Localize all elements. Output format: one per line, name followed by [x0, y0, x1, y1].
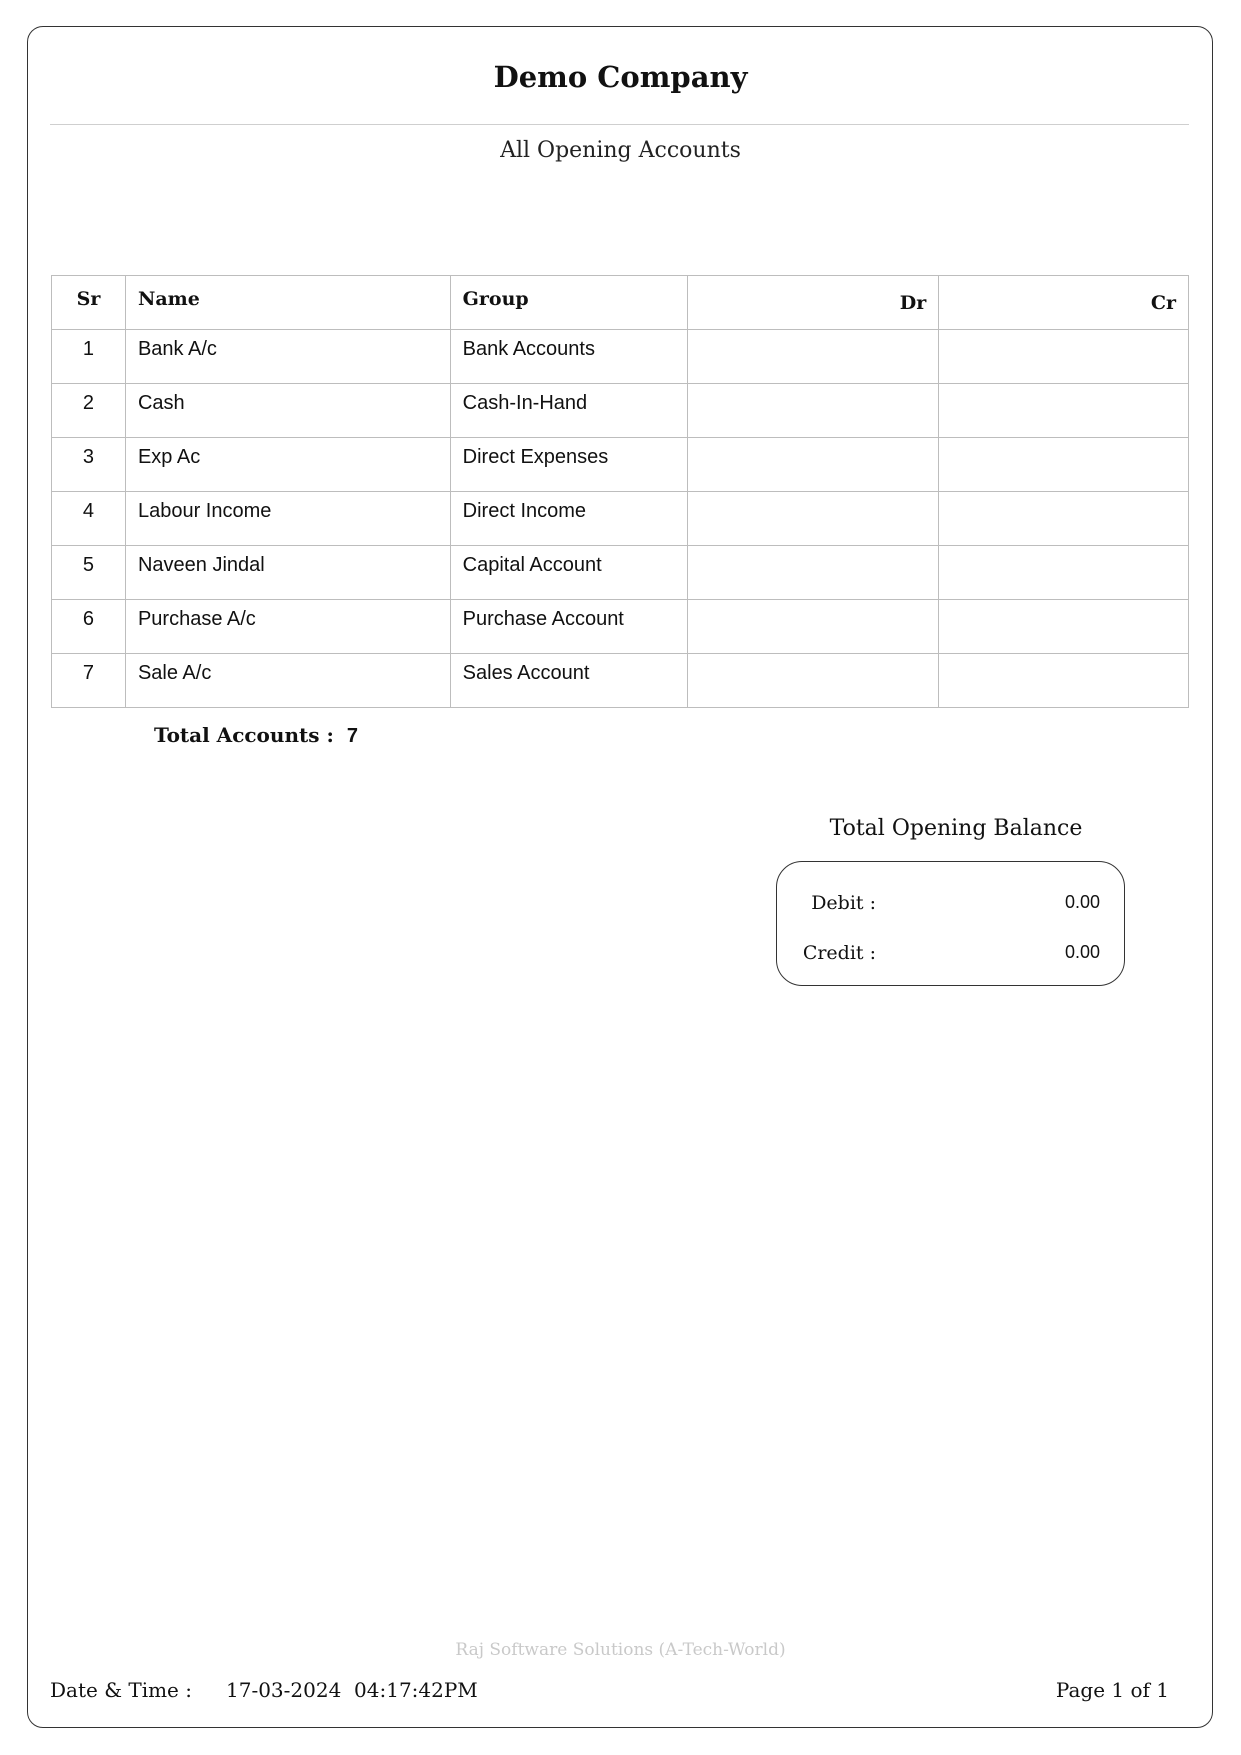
cell-dr — [688, 654, 939, 708]
total-accounts-label: Total Accounts : — [154, 723, 334, 747]
debit-row — [777, 892, 1124, 922]
cell-sr: 3 — [52, 438, 126, 492]
cell-name: Exp Ac — [125, 438, 450, 492]
table-row — [52, 438, 1189, 492]
cell-dr — [688, 384, 939, 438]
column-header-group: Group — [450, 276, 688, 330]
table-row — [52, 600, 1189, 654]
cell-group: Cash-In-Hand — [450, 384, 688, 438]
header-divider — [50, 124, 1189, 125]
table-row — [52, 384, 1189, 438]
debit-label: Debit : — [811, 892, 876, 914]
software-watermark: Raj Software Solutions (A-Tech-World) — [455, 1640, 786, 1660]
cell-cr — [939, 654, 1189, 708]
table-row — [52, 492, 1189, 546]
column-header-cr: Cr — [939, 276, 1189, 330]
cell-name: Purchase A/c — [125, 600, 450, 654]
credit-label: Credit : — [802, 942, 876, 964]
company-name: Demo Company — [493, 60, 748, 94]
opening-balance-title: Total Opening Balance — [829, 816, 1083, 841]
cell-name: Labour Income — [125, 492, 450, 546]
column-header-sr: Sr — [52, 276, 126, 330]
cell-group: Purchase Account — [450, 600, 688, 654]
cell-sr: 5 — [52, 546, 126, 600]
cell-sr: 6 — [52, 600, 126, 654]
cell-dr — [688, 600, 939, 654]
cell-sr: 4 — [52, 492, 126, 546]
cell-group: Bank Accounts — [450, 330, 688, 384]
table-header-row — [52, 276, 1189, 330]
cell-sr: 2 — [52, 384, 126, 438]
cell-cr — [939, 330, 1189, 384]
cell-dr — [688, 330, 939, 384]
datetime-value: 17-03-2024 04:17:42PM — [226, 1678, 478, 1702]
opening-balance-box — [776, 861, 1125, 986]
cell-name: Naveen Jindal — [125, 546, 450, 600]
table-row — [52, 654, 1189, 708]
datetime-label: Date & Time : — [50, 1678, 192, 1702]
table-row — [52, 546, 1189, 600]
cell-group: Capital Account — [450, 546, 688, 600]
cell-name: Sale A/c — [125, 654, 450, 708]
cell-cr — [939, 492, 1189, 546]
cell-cr — [939, 546, 1189, 600]
cell-dr — [688, 492, 939, 546]
cell-group: Direct Income — [450, 492, 688, 546]
cell-cr — [939, 600, 1189, 654]
total-accounts — [154, 723, 358, 748]
debit-value: 0.00 — [1064, 892, 1100, 912]
column-header-dr: Dr — [688, 276, 939, 330]
cell-dr — [688, 438, 939, 492]
column-header-name: Name — [125, 276, 450, 330]
credit-row — [777, 942, 1124, 972]
cell-group: Direct Expenses — [450, 438, 688, 492]
cell-sr: 7 — [52, 654, 126, 708]
report-title: All Opening Accounts — [500, 138, 741, 163]
table-row — [52, 330, 1189, 384]
cell-group: Sales Account — [450, 654, 688, 708]
page-number: Page 1 of 1 — [1055, 1678, 1169, 1702]
cell-name: Bank A/c — [125, 330, 450, 384]
cell-dr — [688, 546, 939, 600]
cell-sr: 1 — [52, 330, 126, 384]
accounts-table — [51, 275, 1189, 708]
cell-name: Cash — [125, 384, 450, 438]
cell-cr — [939, 438, 1189, 492]
cell-cr — [939, 384, 1189, 438]
credit-value: 0.00 — [1064, 942, 1100, 962]
total-accounts-value: 7 — [346, 725, 358, 747]
